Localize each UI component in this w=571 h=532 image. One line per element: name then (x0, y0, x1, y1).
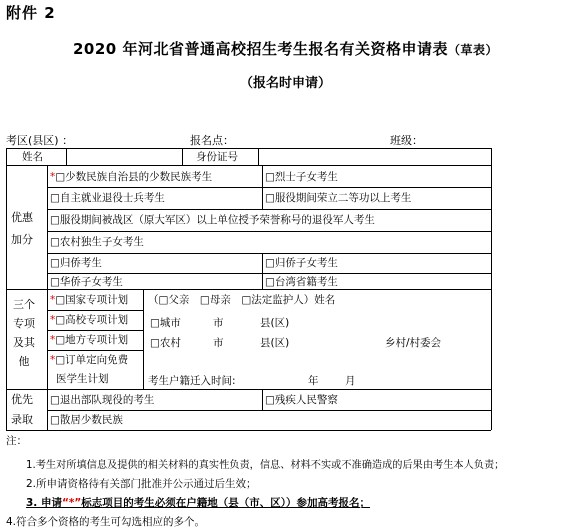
form-subtitle: （报名时申请） (239, 76, 331, 91)
grid-line (262, 389, 263, 410)
note-1: 1.考生对所填信息及提供的相关材料的真实性负责，信息、材料不实或不准确造成的后果由考生本人负责； (26, 460, 505, 471)
id-number-label: 身份证号 (196, 151, 238, 163)
hukou-month-label: 月 (345, 375, 356, 387)
option-local-plan[interactable]: *□地方专项计划 (50, 334, 129, 346)
grid-line (47, 330, 143, 331)
district-label: 考区(县区) ： (6, 134, 74, 147)
option-minority-county[interactable]: *□少数民族自治县的少数民族考生 (50, 171, 213, 183)
grid-line (47, 165, 48, 430)
urban-county-label: 县(区) (260, 317, 290, 329)
option-taiwan-origin[interactable]: □台湾省籍考生 (265, 276, 338, 288)
option-merit-second-class[interactable]: □服役期间荣立二等功以上考生 (265, 192, 412, 204)
grid-line (47, 410, 491, 411)
site-label: 报名点： (190, 134, 234, 147)
grid-line (47, 253, 491, 254)
priority-section-label (8, 390, 36, 430)
form-title (0, 38, 571, 59)
option-overseas-chinese-child[interactable]: □华侨子女考生 (50, 276, 123, 288)
grid-line (47, 273, 491, 274)
grid-line (47, 350, 143, 351)
option-rural[interactable]: □农村 (150, 337, 181, 349)
option-returned-overseas[interactable]: □归侨考生 (50, 257, 102, 269)
preferential-label-text: 优惠 加分 (11, 211, 33, 246)
option-free-medical-plan[interactable]: *□订单定向免费 (50, 354, 129, 366)
village-label: 乡村/村委会 (385, 337, 442, 349)
grid-line (6, 148, 7, 430)
grid-line (6, 389, 491, 390)
class-label: 班级： (390, 134, 423, 147)
urban-city-label: 市 (213, 317, 224, 329)
id-number-field[interactable] (259, 149, 490, 164)
option-disabled-police[interactable]: □残疾人民警察 (265, 394, 338, 406)
option-martyr-child[interactable]: □烈士子女考生 (265, 171, 338, 183)
form-title-suffix: （草表） (447, 43, 498, 57)
option-returned-overseas-child[interactable]: □归侨子女考生 (265, 257, 338, 269)
grid-line (47, 310, 143, 311)
notes-label: 注： (6, 435, 27, 447)
hukou-year-label: 年 (308, 375, 319, 387)
option-national-plan[interactable]: *□国家专项计划 (50, 294, 129, 306)
grid-line (6, 165, 491, 166)
note-2: 2.所申请资格待有关部门批准并公示通过后生效； (26, 478, 257, 490)
option-scattered-minority[interactable]: □散居少数民族 (50, 414, 123, 426)
attachment-label: 附件 2 (6, 4, 56, 22)
option-retired-soldier[interactable]: □自主就业退役士兵考生 (50, 192, 165, 204)
grid-line (143, 289, 144, 389)
grid-line (47, 209, 491, 210)
option-honorary-veteran[interactable]: □服役期间被战区（原大军区）以上单位授予荣誉称号的退役军人考生 (50, 214, 375, 226)
name-label: 姓名 (22, 151, 43, 163)
grid-line (6, 289, 491, 290)
grid-line (6, 430, 491, 431)
grid-line (47, 231, 491, 232)
required-star: * (50, 354, 56, 366)
grid-line (47, 187, 491, 188)
plans-label-text: 三个专项及其他 (13, 298, 35, 368)
option-urban[interactable]: □城市 (150, 317, 181, 329)
priority-label-text: 优先 录取 (11, 393, 33, 426)
hukou-move-date-label: 考生户籍迁入时间: (148, 375, 236, 387)
note-4: 4.符合多个资格的考生可勾选相应的多个。 (6, 516, 206, 528)
note-3: 3. 申请“*”标志项目的考生必须在户籍地（县（市、区））参加高考报名； (26, 497, 370, 509)
free-medical-plan-line2: 医学生计划 (56, 373, 109, 385)
form-title-main: 2020 年河北省普通高校招生考生报名有关资格申请表 (73, 40, 448, 58)
rural-county-label: 县(区) (260, 337, 290, 349)
preferential-section-label (8, 207, 36, 251)
required-star: * (50, 171, 56, 183)
rural-city-label: 市 (213, 337, 224, 349)
required-star: * (50, 334, 56, 346)
grid-line (491, 148, 492, 430)
name-field[interactable] (67, 149, 181, 164)
grid-line (182, 148, 183, 165)
required-star: * (50, 294, 56, 306)
plans-section-label (10, 295, 38, 371)
option-rural-only-child[interactable]: □农村独生子女考生 (50, 236, 144, 248)
grid-line (262, 165, 263, 209)
required-star: * (50, 314, 56, 326)
grid-line (262, 253, 263, 289)
option-college-plan[interactable]: *□高校专项计划 (50, 314, 129, 326)
guardian-selector[interactable]: （□父亲 □母亲 □法定监护人）姓名 (148, 294, 336, 306)
option-retired-active-duty[interactable]: □退出部队现役的考生 (50, 394, 155, 406)
